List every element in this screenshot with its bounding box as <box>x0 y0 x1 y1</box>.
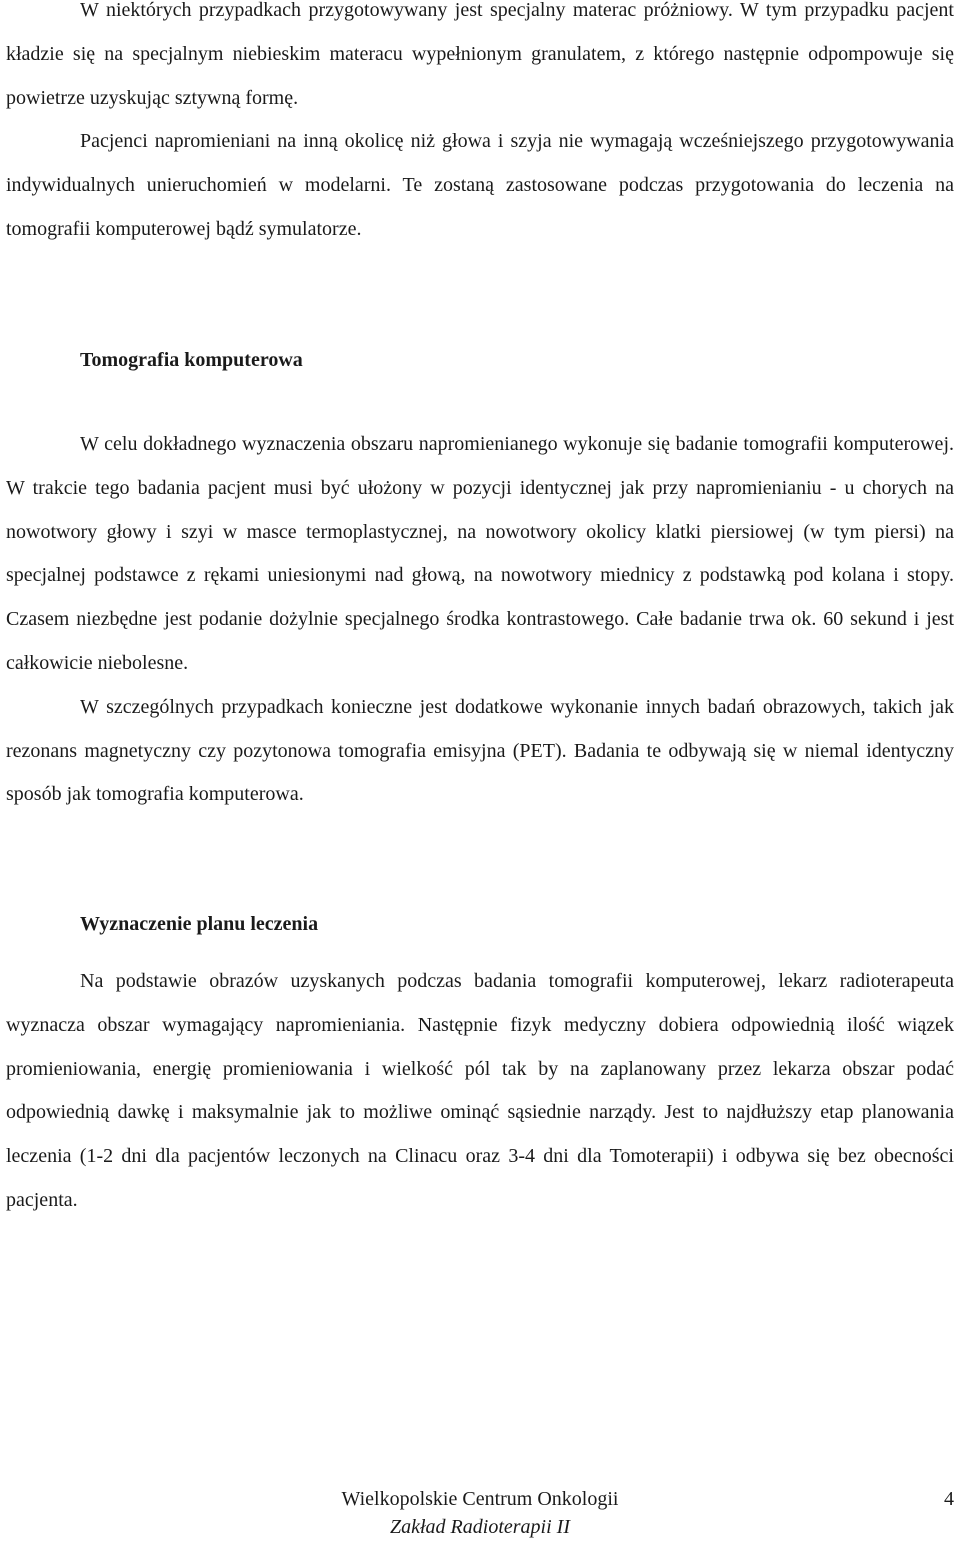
section-heading-plan: Wyznaczenie planu leczenia <box>80 913 319 935</box>
footer-institution: Wielkopolskie Centrum Onkologii <box>341 1488 619 1510</box>
ct-paragraph-1: W celu dokładnego wyznaczenia obszaru napromienianego wykonuje się badanie tomografii komputerowej. W trakcie tego badania pacjent musi być ułożony w pozycji identycznej jak przy napromienianiu - u chorych na nowotwory głowy i szyi w masce termoplastycznej, na nowotwory okolicy klatki piersiowej (w tym piersi) na specjalnej podstawce z rękami uniesionymi nad głową, na nowotwory miednicy z podstawką pod kolana i stopy. Czasem niezbędne jest podanie dożylnie specjalnego środka kontrastowego. Całe badanie trwa ok. 60 sekund i jest całkowicie niebolesne. <box>6 433 954 674</box>
intro-section <box>6 0 954 252</box>
plan-section <box>6 960 954 1223</box>
intro-paragraph-2: Pacjenci napromieniani na inną okolicę niż głowa i szyja nie wymagają wcześniejszego przygotowywania indywidualnych unieruchomień w modelarni. Te zostaną zastosowane podczas przygotowania do leczenia na tomografii komputerowej bądź symulatorze. <box>6 130 954 240</box>
page-number: 4 <box>944 1488 954 1510</box>
footer-department: Zakład Radioterapii II <box>390 1516 570 1538</box>
ct-section <box>6 423 954 817</box>
page-footer <box>0 1483 960 1543</box>
ct-paragraph-2: W szczególnych przypadkach konieczne jest dodatkowe wykonanie innych badań obrazowych, takich jak rezonans magnetyczny czy pozytonowa tomografia emisyjna (PET). Badania te odbywają się w niemal identyczny sposób jak tomografia komputerowa. <box>6 695 954 806</box>
plan-paragraph-1: Na podstawie obrazów uzyskanych podczas badania tomografii komputerowej, lekarz radioterapeuta wyznacza obszar wymagający napromieniania. Następnie fizyk medyczny dobiera odpowiednią ilość wiązek promieniowania, energię promieniowania i wielkość pól tak by na zaplanowany przez lekarza obszar podać odpowiednią dawkę i maksymalnie jak to możliwe ominąć sąsiednie narządy. Jest to najdłuższy etap planowania leczenia (1-2 dni dla pacjentów leczonych na Clinacu oraz 3-4 dni dla Tomoterapii) i odbywa się bez obecności pacjenta. <box>6 970 954 1211</box>
section-heading-ct: Tomografia komputerowa <box>80 349 303 371</box>
intro-paragraph-1: W niektórych przypadkach przygotowywany jest specjalny materac próżniowy. W tym przypadku pacjent kładzie się na specjalnym niebieskim materacu wypełnionym granulatem, z którego następnie odpompowuje się powietrze uzyskując sztywną formę. <box>6 0 954 109</box>
